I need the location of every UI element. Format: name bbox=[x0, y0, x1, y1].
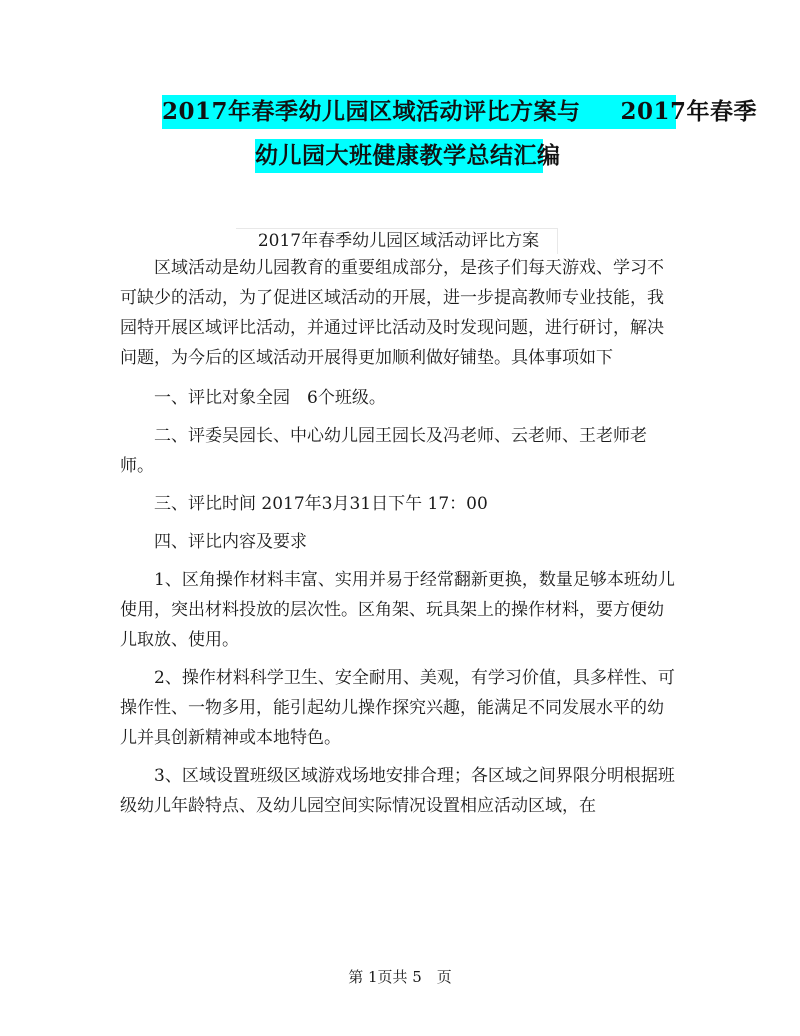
title-part-1: 2017年春季幼儿园区域活动评比方案与 bbox=[162, 98, 581, 125]
document-body bbox=[120, 253, 680, 821]
intro-paragraph: 区域活动是幼儿园教育的重要组成部分，是孩子们每天游戏、学习不可缺少的活动，为了促进区域活动的开展，进一步提高教师专业技能，我园特开展区域评比活动，并通过评比活动及时发现问题，进行研讨，解决问题，为今后的区域活动开展得更加顺利做好铺垫。具体事项如下 bbox=[120, 258, 664, 368]
paragraph-content-heading: 四、评比内容及要求 bbox=[154, 532, 307, 552]
title-part-2: 2017年春季 bbox=[620, 98, 758, 125]
paragraph-item-3: 3、区域设置班级区域游戏场地安排合理；各区域之间界限分明根据班级幼儿年龄特点、及幼儿园空间实际情况设置相应活动区域，在 bbox=[120, 766, 675, 816]
paragraph-item-2: 2、操作材料科学卫生、安全耐用、美观，有学习价值，具多样性、可操作性、一物多用，能引起幼儿操作探究兴趣，能满足不同发展水平的幼儿并具创新精神或本地特色。 bbox=[120, 668, 675, 748]
section-heading: 2017年春季幼儿园区域活动评比方案 bbox=[236, 228, 558, 254]
document-title-line-2: 幼儿园大班健康教学总结汇编 bbox=[255, 139, 543, 173]
page-number-footer: 第 1页共 5 页 bbox=[348, 968, 452, 986]
paragraph-item-1: 1、区角操作材料丰富、实用并易于经常翻新更换，数量足够本班幼儿使用，突出材料投放的层次性。区角架、玩具架上的操作材料，要方便幼儿取放、使用。 bbox=[120, 570, 675, 650]
paragraph-evaluation-target: 一、评比对象全园 6个班级。 bbox=[154, 388, 386, 408]
paragraph-evaluation-time: 三、评比时间 2017年3月31日下午 17：00 bbox=[154, 494, 488, 514]
document-title-line-1 bbox=[162, 95, 758, 129]
paragraph-judges: 二、评委吴园长、中心幼儿园王园长及冯老师、云老师、王老师老师。 bbox=[120, 426, 647, 476]
